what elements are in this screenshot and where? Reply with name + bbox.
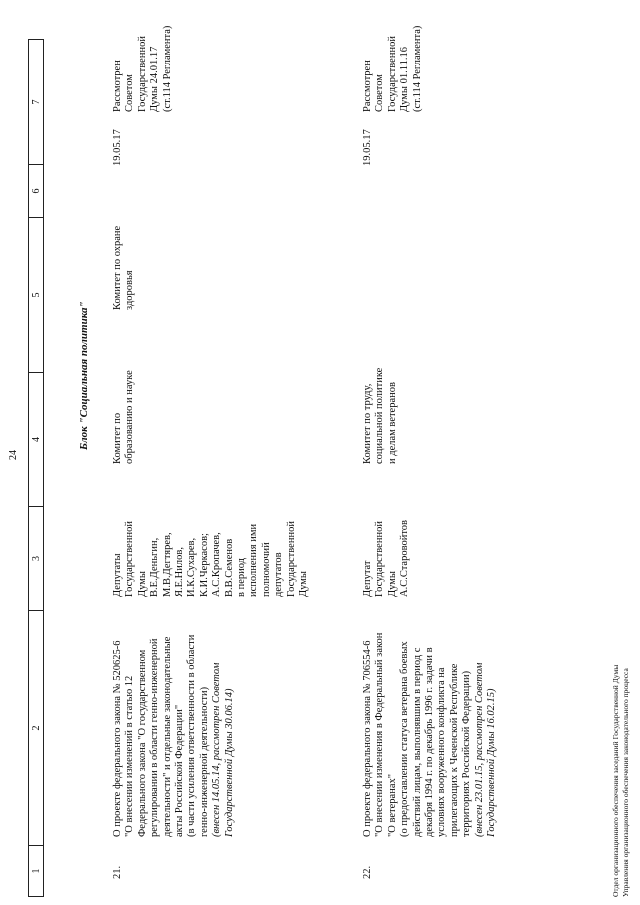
bill-authors <box>112 521 311 597</box>
bill-line: Государственной Думы 30.06.14) <box>223 688 235 837</box>
co-executor-committee <box>112 226 137 310</box>
author-line: Государственной <box>374 521 386 597</box>
author-line: М.В.Дегтярев, <box>161 532 173 597</box>
committee-line: Комитет по охране <box>112 225 123 310</box>
author-line: Думы <box>136 571 148 597</box>
author-line: А.С.Кропачев, <box>211 532 223 597</box>
status-line: Думы 24.01.17 <box>149 46 161 112</box>
author-line: депутатов <box>273 552 285 597</box>
author-line: В.Е.Деньгин, <box>149 537 161 597</box>
column-number: 2 <box>29 611 44 846</box>
bill-line: деятельности" и отдельные законодательные <box>161 636 173 837</box>
author-line: полномочий <box>260 542 272 597</box>
author-line: В.В.Семенов <box>223 538 235 597</box>
author-line: Государственной <box>124 521 136 597</box>
author-line: исполнения ими <box>248 523 260 597</box>
author-line: Депутаты <box>112 553 123 597</box>
committee-line: образованию и науке <box>124 370 136 464</box>
bill-line: территориях Российской Федерации) <box>461 670 473 837</box>
footer-line: Отдел организационного обеспечения заседаний Государственной Думы <box>611 664 620 897</box>
bill-line: О проекте федерального закона № 706554-6 <box>362 640 373 837</box>
author-line: Думы <box>298 571 310 597</box>
bill-line: регулировании в области генно-инженерной <box>149 638 161 837</box>
bill-line: декабря 1994 г. по декабрь 1996 г. задачи в <box>424 647 436 837</box>
section-title: Блок "Социальная политика" <box>78 301 90 450</box>
page-number: 24 <box>8 450 19 460</box>
author-line: в период <box>236 557 248 597</box>
author-line: Думы <box>386 571 398 597</box>
author-line: Я.Е.Нилов, <box>174 547 186 597</box>
bill-line: "О ветеранах" <box>386 773 398 837</box>
column-number: 7 <box>29 40 44 165</box>
bill-description <box>362 633 498 837</box>
author-line: Депутат <box>362 560 373 597</box>
author-line: И.К.Сухарев, <box>186 537 198 597</box>
bill-line: "О внесении изменения в Федеральный закон <box>374 632 386 837</box>
committee-line: здоровья <box>124 270 136 310</box>
author-line: Государственной <box>285 521 297 597</box>
author-line: К.И.Черкасов; <box>198 533 210 597</box>
committee-line: и делам ветеранов <box>386 382 398 464</box>
bill-line: генно-инженерной деятельности) <box>198 686 210 837</box>
bill-line: (внесен 14.05.14, рассмотрен Советом <box>211 662 223 837</box>
bill-line: прилегающих к Чеченской Республике <box>448 663 460 837</box>
status-line: (ст.114 Регламента) <box>411 25 423 112</box>
bill-line: действий лицам, выполнявшим в период с <box>411 647 423 837</box>
column-number: 4 <box>29 373 44 507</box>
bill-line: (внесен 23.01.15, рассмотрен Советом <box>473 662 485 837</box>
bill-line: О проекте федерального закона № 520625-6 <box>112 640 123 837</box>
bill-status <box>362 26 424 112</box>
responsible-committee <box>112 370 137 464</box>
author-line: А.С.Старовойтов <box>399 520 411 597</box>
status-line: Советом <box>374 74 386 112</box>
status-line: Государственной <box>136 36 148 112</box>
bill-line: (в части усиления ответственности в области <box>186 634 198 837</box>
status-line: Государственной <box>386 36 398 112</box>
committee-line: социальной политике <box>374 367 386 464</box>
column-number: 1 <box>29 846 44 897</box>
footer-line: Управления организационного обеспечения законодательного процесса <box>620 668 630 897</box>
bill-line: акты Российской Федерации" <box>174 704 186 837</box>
status-line: Думы 01.11.16 <box>399 47 411 112</box>
status-line: Советом <box>124 74 136 112</box>
bill-line: (о предоставлении статуса ветерана боевых <box>399 641 411 837</box>
column-number-header <box>28 39 44 897</box>
column-number: 6 <box>29 165 44 218</box>
row-number: 21. <box>112 865 123 879</box>
footer-department <box>611 665 630 897</box>
status-line: Рассмотрен <box>112 60 123 112</box>
bill-line: Государственной Думы 16.02.15) <box>486 688 498 837</box>
column-number: 3 <box>29 507 44 611</box>
status-line: (ст.114 Регламента) <box>161 25 173 112</box>
bill-status <box>112 26 174 112</box>
bill-line: условиях вооруженного конфликта на <box>436 667 448 837</box>
responsible-committee <box>362 368 399 464</box>
bill-description <box>112 635 236 837</box>
column-number: 5 <box>29 218 44 373</box>
committee-line: Комитет по <box>112 412 123 464</box>
row-number: 22. <box>362 865 373 879</box>
committee-line: Комитет по труду, <box>362 383 373 464</box>
review-date: 19.05.17 <box>362 129 373 166</box>
review-date: 19.05.17 <box>112 129 123 166</box>
bill-authors <box>362 520 412 597</box>
status-line: Рассмотрен <box>362 60 373 112</box>
bill-line: "О внесении изменений в статью 12 <box>124 675 136 837</box>
bill-line: Федерального закона "О государственном <box>136 649 148 837</box>
